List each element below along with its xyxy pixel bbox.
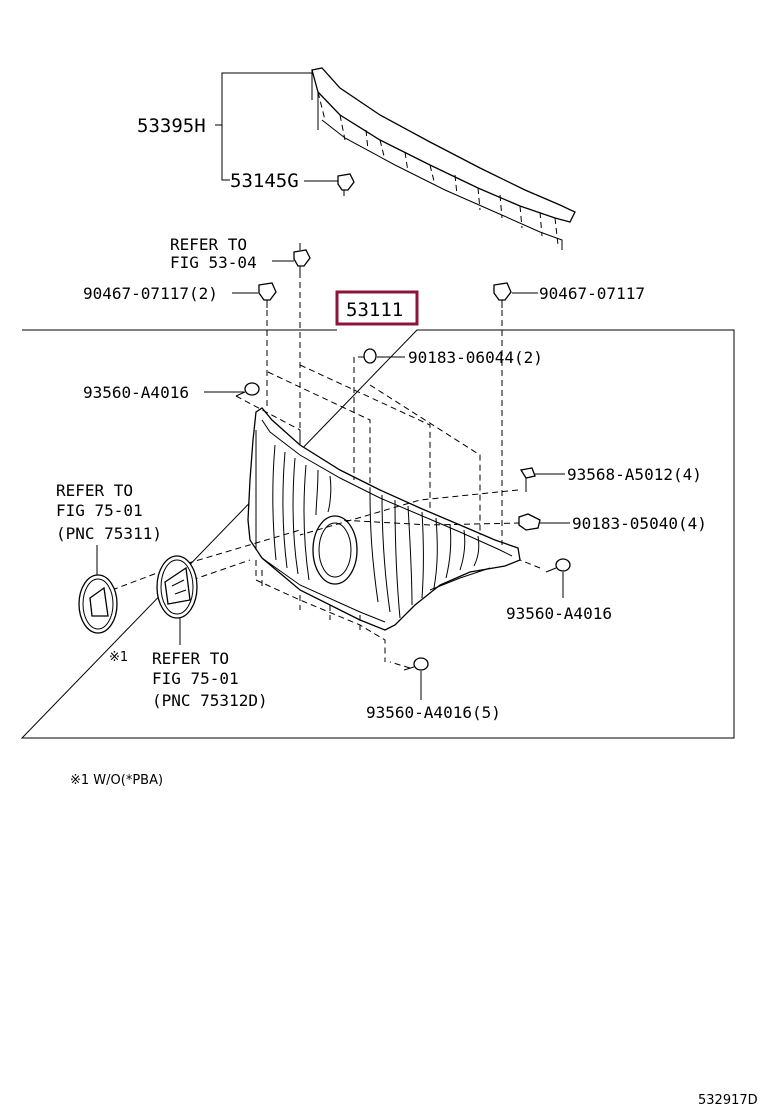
screw-93560-right-icon <box>546 559 570 572</box>
footnote: ※1 W/O(*PBA) <box>70 773 164 788</box>
radiator-grille-part[interactable] <box>248 408 520 630</box>
refer-fig-75-01-a-line3[interactable]: (PNC 75311) <box>56 524 162 543</box>
upper-molding-part[interactable] <box>312 68 575 250</box>
clip-90467-right-icon <box>494 283 511 308</box>
clip-90467-left-icon <box>259 283 276 308</box>
label-90183-06044[interactable]: 90183-06044(2) <box>408 348 543 367</box>
label-93560-a4016-right[interactable]: 93560-A4016 <box>506 604 612 623</box>
refer-fig-53-04-line2[interactable]: FIG 53-04 <box>170 253 257 272</box>
label-90467-07117-left[interactable]: 90467-07117(2) <box>83 284 218 303</box>
figure-id: 532917D <box>698 1093 758 1108</box>
screw-93560-bottom-icon <box>404 658 428 670</box>
refer-fig-53-04-line1[interactable]: REFER TO <box>170 235 248 254</box>
refer-fig-75-01-b-line3[interactable]: (PNC 75312D) <box>152 691 268 710</box>
label-90467-07117-right[interactable]: 90467-07117 <box>539 284 645 303</box>
label-53145g[interactable]: 53145G <box>230 170 299 192</box>
label-53395h[interactable]: 53395H <box>137 115 206 137</box>
emblem-75312d-part[interactable] <box>157 556 197 618</box>
clip-fig-53-04-icon <box>294 243 310 272</box>
label-93568-a5012[interactable]: 93568-A5012(4) <box>567 465 702 484</box>
label-93560-a4016-bottom[interactable]: 93560-A4016(5) <box>366 703 501 722</box>
refer-fig-75-01-a-line2[interactable]: FIG 75-01 <box>56 501 143 520</box>
label-53111[interactable]: 53111 <box>346 299 404 321</box>
nut-90183-05040-icon <box>519 514 540 530</box>
label-90183-05040[interactable]: 90183-05040(4) <box>572 514 707 533</box>
refer-fig-75-01-a-line1[interactable]: REFER TO <box>56 481 134 500</box>
screw-93560-left-icon <box>236 383 259 396</box>
emblem-75311-part[interactable] <box>79 575 117 633</box>
leader-53395h <box>222 73 312 180</box>
nut-90183-06044-icon <box>364 349 376 363</box>
note-mark[interactable]: ※1 <box>109 650 129 665</box>
label-93560-a4016-left[interactable]: 93560-A4016 <box>83 383 189 402</box>
clip-53145g-icon <box>338 174 354 196</box>
refer-fig-75-01-b-line2[interactable]: FIG 75-01 <box>152 669 239 688</box>
refer-fig-75-01-b-line1[interactable]: REFER TO <box>152 649 230 668</box>
bolt-93568-a5012-icon <box>521 468 535 492</box>
